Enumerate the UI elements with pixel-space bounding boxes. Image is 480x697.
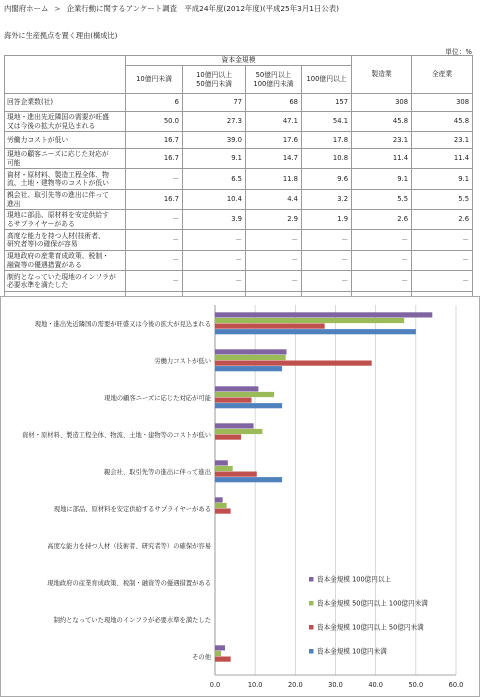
table-row <box>5 251 473 271</box>
table-cell: 23.1 <box>352 132 412 149</box>
breadcrumb-separator: > <box>54 4 61 13</box>
breadcrumb-home-link[interactable]: 内閣府ホーム <box>4 4 49 13</box>
table-row <box>5 230 473 251</box>
table-cell: － <box>412 230 473 251</box>
table-row <box>5 112 473 132</box>
category-label: 現地政府の産業育成政策、税制・融資等の優遇措置がある <box>47 579 211 587</box>
table-col-header: 製造業 <box>352 56 412 94</box>
table-cell: 10.4 <box>183 190 246 210</box>
table-cell: 16.7 <box>126 149 183 169</box>
table-cell: 47.1 <box>246 112 302 132</box>
table-cell: － <box>183 251 246 271</box>
bar-2-5 <box>215 509 231 514</box>
data-table <box>4 55 473 309</box>
category-label: 現地に部品、原材料を安定供給するサプライヤーがある <box>53 505 211 513</box>
table-cell: － <box>126 230 183 251</box>
table-cell: 1.9 <box>302 210 352 230</box>
bar-2-9 <box>215 657 231 662</box>
table-head <box>5 56 473 94</box>
table-col-header: 100億円以上 <box>302 66 352 94</box>
bar-1-1 <box>215 355 286 360</box>
bar-1-0 <box>215 318 404 323</box>
table-cell: 23.1 <box>412 132 473 149</box>
bar-2-2 <box>215 398 252 403</box>
bar-1-3 <box>215 429 262 434</box>
x-tick-label: 30.0 <box>328 681 343 689</box>
bar-2-1 <box>215 361 372 366</box>
table-cell: 16.7 <box>126 190 183 210</box>
table-cell: 5.5 <box>412 190 473 210</box>
table-cell: 4.4 <box>246 190 302 210</box>
legend-swatch <box>309 577 314 582</box>
table-cell: 77 <box>183 94 246 112</box>
table-body <box>5 94 473 309</box>
row-label: 資材・原材料、製造工程全体、物 流、土地・建物等のコストが低い <box>5 169 126 190</box>
table-cell: 6 <box>126 94 183 112</box>
table-cell: 2.9 <box>246 210 302 230</box>
table-cell: 14.7 <box>246 149 302 169</box>
section-title: 海外に生産拠点を置く理由(構成比) <box>4 31 118 40</box>
bar-3-1 <box>215 366 282 371</box>
table-cell: 17.6 <box>246 132 302 149</box>
bar-2-4 <box>215 472 257 477</box>
table-row <box>5 271 473 292</box>
table-row <box>5 210 473 230</box>
table-cell: － <box>183 271 246 292</box>
bar-0-4 <box>215 460 228 465</box>
legend-label: 資本金規模 10億円未満 <box>317 647 387 656</box>
table-cell: 27.3 <box>183 112 246 132</box>
row-label: 制約となっていた現地のインフラが 必要水準を満たした <box>5 271 126 292</box>
table-cell: 50.0 <box>126 112 183 132</box>
table-cell: 3.9 <box>183 210 246 230</box>
table-cell: 2.6 <box>352 210 412 230</box>
category-label: 親会社、取引先等の進出に伴って進出 <box>103 468 211 476</box>
table-cell: 11.4 <box>352 149 412 169</box>
table-col-header: 50億円以上 100億円未満 <box>246 66 302 94</box>
table-cell: － <box>302 251 352 271</box>
bar-0-2 <box>215 386 258 391</box>
table-row <box>5 190 473 210</box>
legend-swatch <box>309 625 314 630</box>
legend-label: 資本金規模 50億円以上 100億円未満 <box>317 599 428 608</box>
table-cell: 6.5 <box>183 169 246 190</box>
table-cell: － <box>246 230 302 251</box>
x-tick-label: 10.0 <box>247 681 263 689</box>
bar-3-4 <box>215 477 282 482</box>
table-cell: 9.1 <box>412 169 473 190</box>
table-cell: 39.0 <box>183 132 246 149</box>
category-label: 労働力コストが低い <box>154 357 211 365</box>
x-tick-label: 40.0 <box>368 681 384 689</box>
unit-label: 単位：% <box>445 48 472 56</box>
category-label: 高度な能力を持つ人材（技術者、研究者等）の確保が容易 <box>47 542 211 550</box>
category-label: 資材・原材料、製造工程全体、物流、土地・建物等のコストが低い <box>22 431 211 439</box>
x-tick-label: 20.0 <box>287 681 303 689</box>
table-cell: － <box>126 169 183 190</box>
table-cell: － <box>302 230 352 251</box>
table-cell: 157 <box>302 94 352 112</box>
x-tick-label: 60.0 <box>448 681 464 689</box>
breadcrumb-current: 企業行動に関するアンケート調査 平成24年度(2012年度)(平成25年3月1日公表) <box>66 4 340 13</box>
table-cell: 2.6 <box>412 210 473 230</box>
category-label: 現地の顧客ニーズに応じた対応が可能 <box>104 394 211 402</box>
legend-swatch <box>309 601 314 606</box>
table-cell: － <box>352 271 412 292</box>
table-cell: 16.7 <box>126 132 183 149</box>
category-label: その他 <box>192 653 211 661</box>
bar-chart <box>1 297 479 696</box>
bar-1-5 <box>215 503 227 508</box>
row-label: 労働力コストが低い <box>5 132 126 149</box>
bar-3-2 <box>215 403 282 408</box>
bar-2-0 <box>215 324 325 329</box>
table-cell: － <box>352 251 412 271</box>
table-cell: － <box>246 271 302 292</box>
x-tick-label: 0.0 <box>209 681 221 689</box>
table-cell: 45.8 <box>352 112 412 132</box>
table-cell: 10.8 <box>302 149 352 169</box>
table-col-header: 10億円未満 <box>126 66 183 94</box>
bar-0-5 <box>215 497 223 502</box>
table-cell: 9.6 <box>302 169 352 190</box>
table-cell: － <box>126 251 183 271</box>
bar-0-1 <box>215 349 286 354</box>
table-cell: － <box>126 271 183 292</box>
table-cell: 68 <box>246 94 302 112</box>
table-cell: － <box>352 230 412 251</box>
table-cell: 3.2 <box>302 190 352 210</box>
category-label: 制約となっていた現地のインフラが必要水準を満たした <box>53 616 211 624</box>
table-cell: － <box>183 230 246 251</box>
table-cell: 5.5 <box>352 190 412 210</box>
table-cell: 308 <box>352 94 412 112</box>
category-label: 現地・進出先近隣国の需要が旺盛又は今後の拡大が見込まれる <box>34 320 211 328</box>
table-group-header: 資本金規模 <box>126 56 352 66</box>
table-cell: 9.1 <box>183 149 246 169</box>
breadcrumb <box>4 3 339 14</box>
table-corner-cell <box>5 56 126 94</box>
table-cell: － <box>412 251 473 271</box>
table-cell: 11.8 <box>246 169 302 190</box>
table-row <box>5 132 473 149</box>
row-label: 回答企業数(社) <box>5 94 126 112</box>
legend-label: 資本金規模 10億円以上 50億円未満 <box>317 623 424 632</box>
table-cell: 308 <box>412 94 473 112</box>
row-label: 高度な能力を持つ人材(技術者、 研究者等)の確保が容易 <box>5 230 126 251</box>
table-cell: － <box>126 210 183 230</box>
table-cell: 45.8 <box>412 112 473 132</box>
legend-swatch <box>309 649 314 654</box>
table-col-header: 10億円以上 50億円未満 <box>183 66 246 94</box>
row-label: 親会社、取引先等の進出に伴って 進出 <box>5 190 126 210</box>
legend-label: 資本金規模 100億円以上 <box>317 575 392 584</box>
bar-1-2 <box>215 392 274 397</box>
table-cell: 9.1 <box>352 169 412 190</box>
row-label: 現地の顧客ニーズに応じた対応が 可能 <box>5 149 126 169</box>
table-cell: － <box>246 251 302 271</box>
row-label: 現地・進出先近隣国の需要が旺盛 又は今後の拡大が見込まれる <box>5 112 126 132</box>
x-tick-label: 50.0 <box>408 681 424 689</box>
table-row <box>5 149 473 169</box>
bar-0-9 <box>215 645 225 650</box>
table-cell: － <box>302 271 352 292</box>
row-label: 現地に部品、原材料を安定供給す るサプライヤーがある <box>5 210 126 230</box>
table-row <box>5 169 473 190</box>
table-cell: 17.8 <box>302 132 352 149</box>
chart-frame <box>0 296 480 697</box>
bar-2-3 <box>215 435 241 440</box>
bar-0-3 <box>215 423 254 428</box>
table-cell: 11.4 <box>412 149 473 169</box>
row-label: 現地政府の産業育成政策、税制・ 融資等の優遇措置がある <box>5 251 126 271</box>
table-row <box>5 94 473 112</box>
table-cell: － <box>412 271 473 292</box>
table-cell: 54.1 <box>302 112 352 132</box>
table-col-header: 全産業 <box>412 56 473 94</box>
bar-1-9 <box>215 651 221 656</box>
bar-0-0 <box>215 312 432 317</box>
bar-1-4 <box>215 466 233 471</box>
bar-3-0 <box>215 329 416 334</box>
